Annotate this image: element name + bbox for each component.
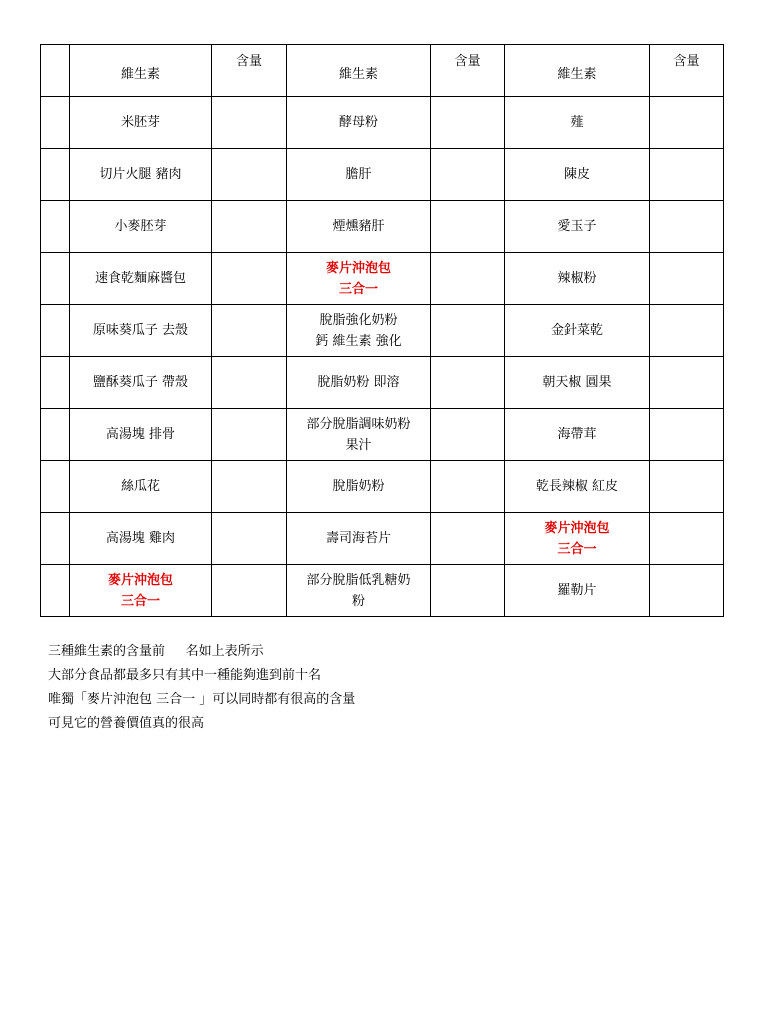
food-name-line: 朝天椒 圓果 [542, 375, 612, 390]
food-name-cell [287, 149, 431, 201]
table-row [41, 201, 724, 253]
note-line: 大部分食品都最多只有其中一種能夠進到前十名 [48, 668, 322, 683]
amount-cell [650, 565, 724, 617]
amount-cell [650, 461, 724, 513]
food-name-cell [70, 97, 212, 149]
food-name-line: 粉 [351, 593, 365, 609]
amount-cell [431, 201, 505, 253]
food-name-cell [70, 305, 212, 357]
food-name-cell [505, 513, 650, 565]
food-name-cell [505, 565, 650, 617]
amount-cell [650, 305, 724, 357]
amount-cell [650, 253, 724, 305]
amount-cell [431, 513, 505, 565]
food-name-line: 脫脂奶粉 即溶 [317, 375, 400, 390]
food-name-cell [287, 97, 431, 149]
amount-cell [212, 357, 287, 409]
food-name-cell [505, 305, 650, 357]
food-name-cell [70, 357, 212, 409]
food-name-cell [287, 461, 431, 513]
amount-cell [431, 149, 505, 201]
index-cell [41, 357, 70, 409]
food-name-cell [70, 149, 212, 201]
table-row [41, 253, 724, 305]
food-name-line: 脫脂奶粉 [332, 479, 385, 494]
amount-header-2: 含量 [431, 45, 505, 97]
food-name-line: 壽司海苔片 [325, 531, 391, 546]
food-name-line: 三合一 [557, 541, 597, 557]
food-name-cell [70, 253, 212, 305]
amount-cell [650, 409, 724, 461]
food-name-line: 麥片沖泡包 [107, 572, 173, 588]
food-name-line: 高湯塊 排骨 [105, 427, 176, 442]
note-line: 唯獨「麥片沖泡包 三合一 」可以同時都有很高的含量 [48, 692, 356, 707]
amount-header-1: 含量 [212, 45, 287, 97]
index-cell [41, 97, 70, 149]
food-name-line: 果汁 [345, 437, 372, 453]
food-name-cell [505, 149, 650, 201]
vitamin-header-2: 維生素 [287, 45, 431, 97]
food-name-cell [70, 461, 212, 513]
food-name-line: 脫脂強化奶粉 [319, 312, 398, 328]
table-row [41, 305, 724, 357]
index-cell [41, 305, 70, 357]
summary-notes [48, 640, 355, 736]
table-row [41, 513, 724, 565]
amount-cell [431, 357, 505, 409]
table-row [41, 357, 724, 409]
food-name-line: 鹽酥葵瓜子 帶殼 [92, 375, 189, 390]
amount-header-3: 含量 [650, 45, 724, 97]
food-name-line: 速食乾麵麻醬包 [94, 271, 186, 286]
food-name-cell [287, 253, 431, 305]
amount-cell [212, 201, 287, 253]
amount-cell [212, 565, 287, 617]
index-header-cell [41, 45, 70, 97]
food-name-line: 原味葵瓜子 去殼 [92, 323, 189, 338]
amount-cell [431, 305, 505, 357]
food-name-line: 米胚芽 [120, 115, 160, 130]
index-cell [41, 513, 70, 565]
food-name-line: 薤 [570, 115, 584, 130]
food-name-cell [287, 201, 431, 253]
amount-cell [650, 513, 724, 565]
vitamin-header-1: 維生素 [70, 45, 212, 97]
food-name-cell [505, 253, 650, 305]
note-line: 三種維生素的含量前 名如上表所示 [48, 644, 264, 659]
food-name-cell [287, 357, 431, 409]
index-cell [41, 201, 70, 253]
index-cell [41, 461, 70, 513]
amount-cell [650, 149, 724, 201]
food-name-cell [505, 409, 650, 461]
table-row [41, 97, 724, 149]
food-name-cell [70, 409, 212, 461]
food-name-line: 海帶茸 [557, 427, 597, 442]
amount-cell [431, 565, 505, 617]
amount-cell [650, 357, 724, 409]
note-line: 可見它的營養價值真的很高 [48, 716, 205, 731]
table-row [41, 409, 724, 461]
food-name-cell [287, 565, 431, 617]
food-name-line: 高湯塊 雞肉 [105, 531, 176, 546]
food-name-line: 辣椒粉 [557, 271, 597, 286]
food-name-line: 愛玉子 [557, 219, 597, 234]
amount-cell [212, 461, 287, 513]
vitamin-header-3: 維生素 [505, 45, 650, 97]
index-cell [41, 149, 70, 201]
amount-cell [212, 149, 287, 201]
food-name-line: 膽肝 [345, 167, 372, 182]
table-header-row [41, 45, 724, 97]
amount-cell [212, 253, 287, 305]
food-name-line: 麥片沖泡包 [325, 260, 391, 276]
index-cell [41, 253, 70, 305]
food-name-line: 煙燻豬肝 [332, 219, 385, 234]
food-name-line: 麥片沖泡包 [544, 520, 610, 536]
amount-cell [212, 97, 287, 149]
food-name-line: 陳皮 [563, 167, 590, 182]
amount-cell [650, 201, 724, 253]
index-cell [41, 565, 70, 617]
amount-cell [431, 461, 505, 513]
amount-cell [431, 253, 505, 305]
amount-cell [650, 97, 724, 149]
food-name-cell [70, 513, 212, 565]
food-name-cell [505, 201, 650, 253]
amount-cell [431, 409, 505, 461]
food-name-cell [505, 357, 650, 409]
food-name-line: 部分脫脂低乳糖奶 [306, 572, 411, 588]
vitamin-table [40, 44, 724, 617]
food-name-cell [70, 565, 212, 617]
food-name-line: 羅勒片 [557, 583, 597, 598]
table-row [41, 149, 724, 201]
food-name-line: 鈣 維生素 強化 [315, 333, 402, 349]
table-row [41, 565, 724, 617]
food-name-cell [287, 513, 431, 565]
food-name-cell [287, 305, 431, 357]
amount-cell [212, 513, 287, 565]
food-name-line: 金針菜乾 [550, 323, 603, 338]
food-name-line: 切片火腿 豬肉 [99, 167, 182, 182]
food-name-cell [505, 97, 650, 149]
index-cell [41, 409, 70, 461]
amount-cell [212, 305, 287, 357]
food-name-line: 乾長辣椒 紅皮 [535, 479, 619, 494]
food-name-line: 酵母粉 [338, 115, 378, 130]
food-name-cell [505, 461, 650, 513]
food-name-line: 三合一 [338, 281, 378, 297]
food-name-line: 小麥胚芽 [114, 219, 167, 234]
food-name-cell [70, 201, 212, 253]
amount-cell [212, 409, 287, 461]
table-row [41, 461, 724, 513]
food-name-line: 絲瓜花 [120, 479, 160, 494]
amount-cell [431, 97, 505, 149]
food-name-line: 三合一 [120, 593, 160, 609]
food-name-line: 部分脫脂調味奶粉 [306, 416, 411, 432]
food-name-cell [287, 409, 431, 461]
